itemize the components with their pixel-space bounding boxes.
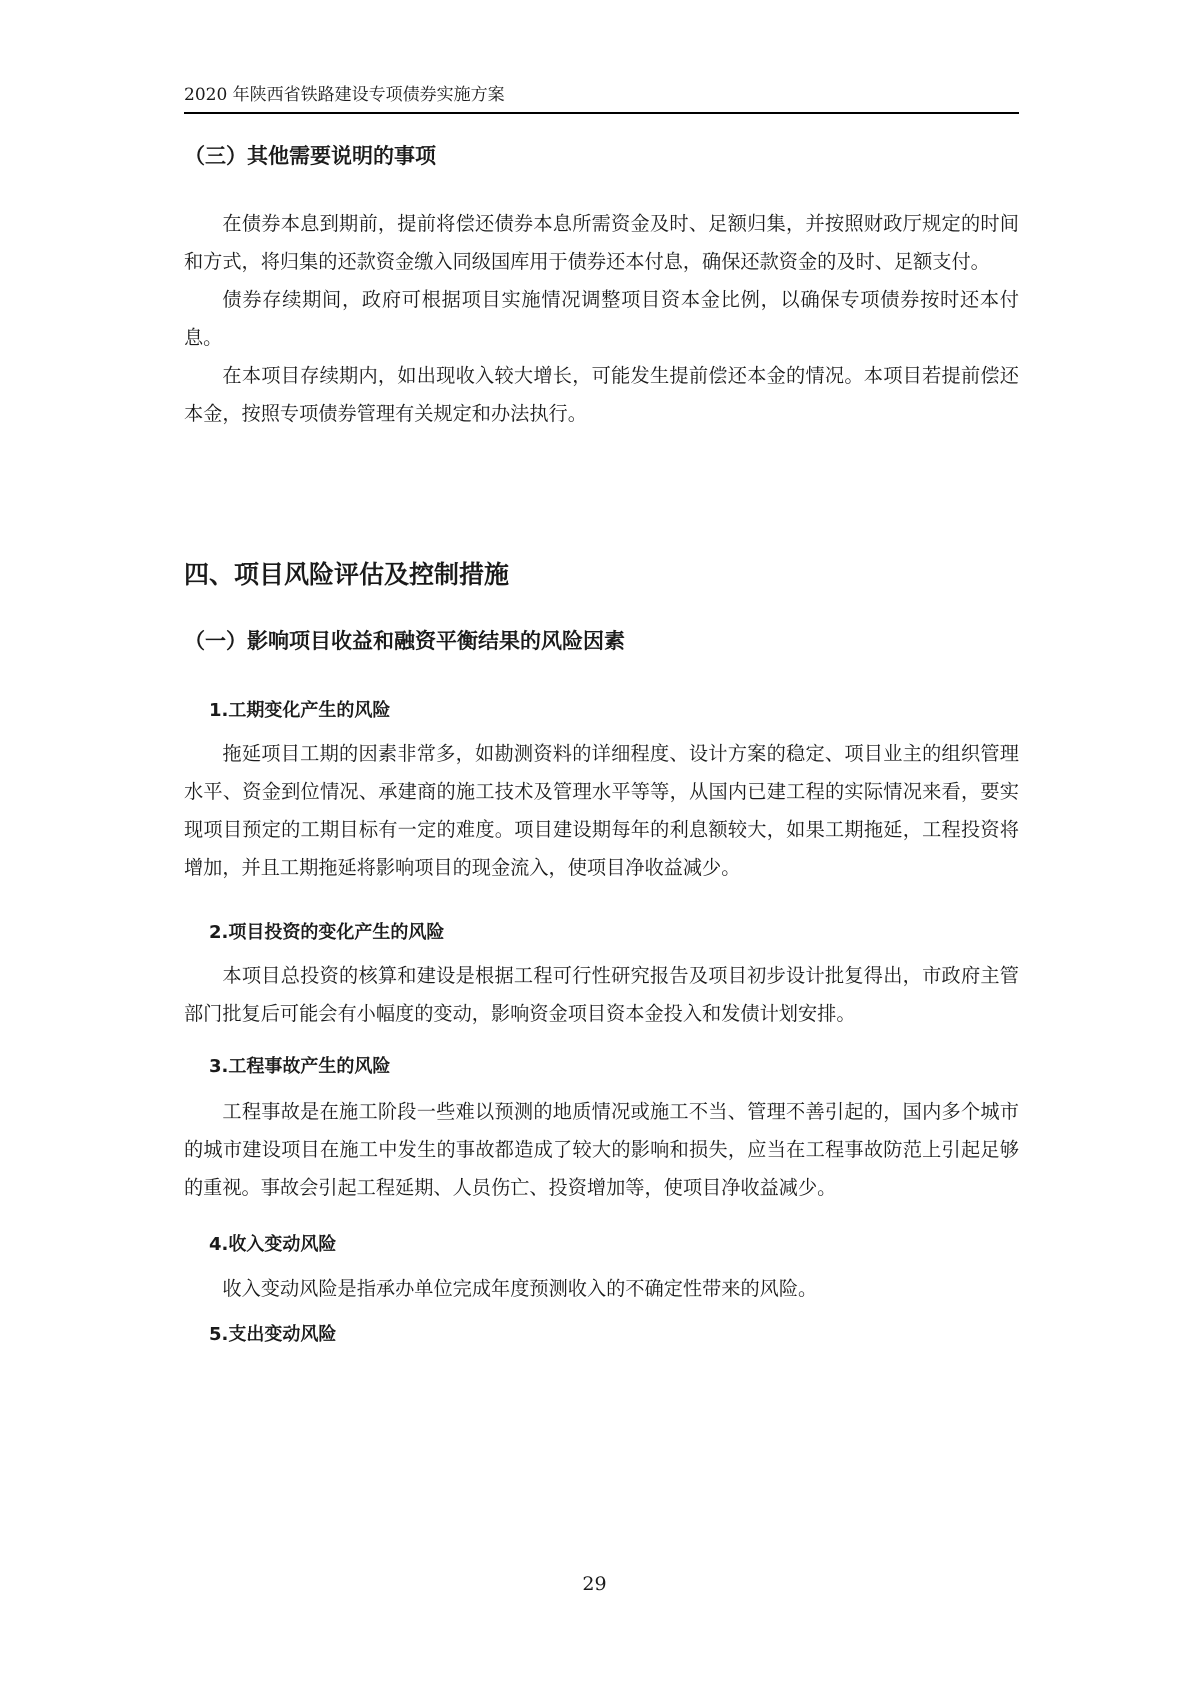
paragraph: 在本项目存续期内，如出现收入较大增长，可能发生提前偿还本金的情况。本项目若提前偿还本金，按照专项债券管理有关规定和办法执行。	[184, 364, 1019, 425]
risk-item-body	[184, 735, 1019, 887]
section-heading-other-matters: （三）其他需要说明的事项	[184, 144, 436, 168]
page-header	[184, 84, 1019, 114]
paragraph: 在债券本息到期前，提前将偿还债券本息所需资金及时、足额归集，并按照财政厅规定的时间和方式，将归集的还款资金缴入同级国库用于债券还本付息，确保还款资金的及时、足额支付。	[184, 212, 1019, 273]
risk-item-title: 2.项目投资的变化产生的风险	[209, 922, 445, 943]
risk-item-body	[184, 1093, 1019, 1207]
risk-item-title: 1.工期变化产生的风险	[209, 700, 391, 721]
paragraph: 工程事故是在施工阶段一些难以预测的地质情况或施工不当、管理不善引起的，国内多个城市的城市建设项目在施工中发生的事故都造成了较大的影响和损失，应当在工程事故防范上引起足够的重视。事故会引起工程延期、人员伤亡、投资增加等，使项目净收益减少。	[184, 1100, 1019, 1199]
risk-item-title: 4.收入变动风险	[209, 1234, 337, 1255]
paragraph: 拖延项目工期的因素非常多，如勘测资料的详细程度、设计方案的稳定、项目业主的组织管理水平、资金到位情况、承建商的施工技术及管理水平等等，从国内已建工程的实际情况来看，要实现项目预定的工期目标有一定的难度。项目建设期每年的利息额较大，如果工期拖延，工程投资将增加，并且工期拖延将影响项目的现金流入，使项目净收益减少。	[184, 742, 1019, 879]
paragraph: 收入变动风险是指承办单位完成年度预测收入的不确定性带来的风险。	[222, 1277, 818, 1300]
risk-item-title: 3.工程事故产生的风险	[209, 1056, 391, 1077]
page-number: 29	[582, 1573, 607, 1595]
subsection-heading-risk-factors: （一）影响项目收益和融资平衡结果的风险因素	[184, 629, 625, 653]
risk-item-body	[184, 957, 1019, 1033]
risk-item-body	[184, 1270, 1019, 1308]
paragraph: 本项目总投资的核算和建设是根据工程可行性研究报告及项目初步设计批复得出，市政府主管部门批复后可能会有小幅度的变动，影响资金项目资本金投入和发债计划安排。	[184, 964, 1019, 1025]
risk-item-title: 5.支出变动风险	[209, 1324, 337, 1345]
paragraph: 债券存续期间，政府可根据项目实施情况调整项目资本金比例，以确保专项债券按时还本付息。	[184, 288, 1019, 349]
chapter-heading-risk-assessment: 四、项目风险评估及控制措施	[184, 560, 510, 589]
header-title: 2020 年陕西省铁路建设专项债券实施方案	[184, 85, 505, 105]
other-matters-body	[184, 205, 1019, 433]
